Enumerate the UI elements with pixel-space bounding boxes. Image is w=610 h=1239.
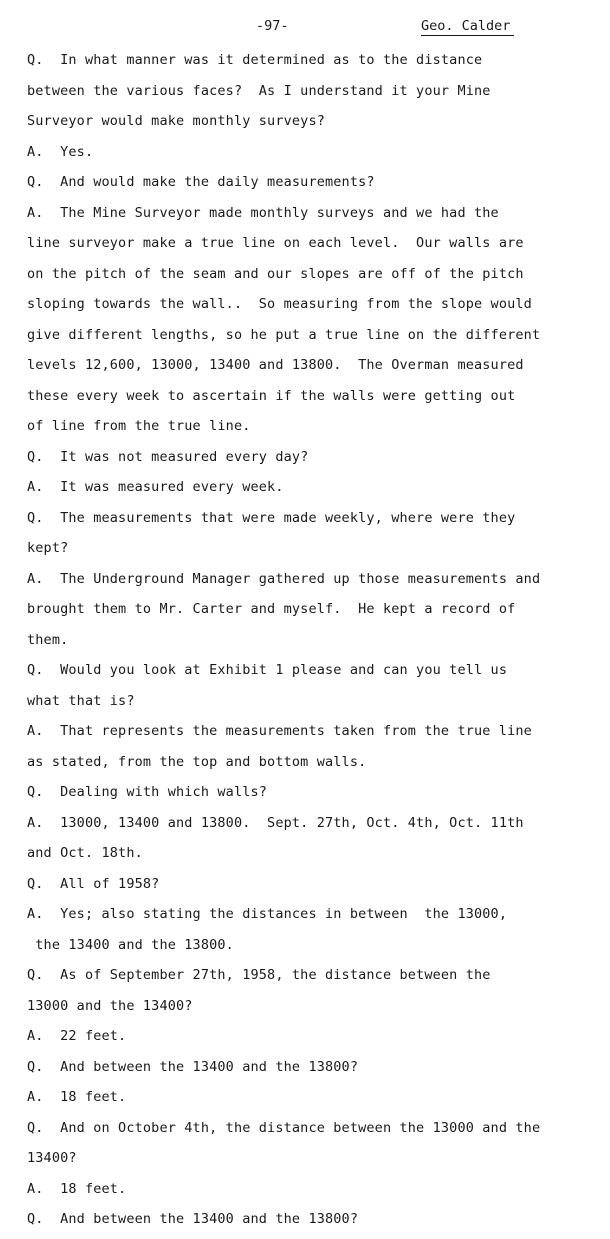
transcript-line: Q. And between the 13400 and the 13800? <box>27 1211 359 1227</box>
transcript-line: line surveyor make a true line on each level. Our walls are <box>27 235 524 251</box>
transcript-line: A. It was measured every week. <box>27 479 284 495</box>
transcript-line: and Oct. 18th. <box>27 845 143 861</box>
transcript-line: them. <box>27 631 69 648</box>
transcript-line: Surveyor would make monthly surveys? <box>27 113 325 129</box>
page-number: -97- <box>256 18 289 34</box>
transcript-line: Q. And would make the daily measurements? <box>27 174 375 190</box>
transcript-line: A. That represents the measurements taken from the true line <box>27 723 532 739</box>
transcript-line: sloping towards the wall.. So measuring from the slope would <box>27 296 532 312</box>
transcript-line: Q. As of September 27th, 1958, the distance between the <box>27 967 491 983</box>
transcript-line: A. The Underground Manager gathered up those measurements and <box>27 570 541 587</box>
transcript-line: A. Yes. <box>27 143 94 160</box>
transcript-line: Q. The measurements that were made weekly, where were they <box>27 509 516 526</box>
transcript-line: 13000 and the 13400? <box>27 997 193 1014</box>
transcript-line: Q. All of 1958? <box>27 875 160 892</box>
transcript-line: brought them to Mr. Carter and myself. He kept a record of <box>27 601 516 617</box>
transcript-line: A. 18 feet. <box>27 1089 127 1105</box>
transcript-line: Q. And between the 13400 and the 13800? <box>27 1058 359 1075</box>
transcript-line: Q. Dealing with which walls? <box>27 784 268 800</box>
transcript-line: A. Yes; also stating the distances in between the 13000, <box>27 906 508 922</box>
transcript-line: kept? <box>27 540 69 556</box>
transcript-line: the 13400 and the 13800. <box>27 936 234 953</box>
transcript-line: Q. In what manner was it determined as to the distance <box>27 52 483 68</box>
transcript-line: of line from the true line. <box>27 418 251 434</box>
transcript-line: between the various faces? As I understand it your Mine <box>27 82 491 99</box>
page-header <box>0 18 610 40</box>
transcript-line: Q. And on October 4th, the distance between the 13000 and the <box>27 1119 541 1136</box>
transcript-line: give different lengths, so he put a true line on the different <box>27 326 541 343</box>
transcript-body <box>27 49 597 1239</box>
transcript-line: A. The Mine Surveyor made monthly surveys and we had the <box>27 204 499 221</box>
transcript-line: Q. It was not measured every day? <box>27 448 309 465</box>
transcript-line: A. 13000, 13400 and 13800. Sept. 27th, Oct. 4th, Oct. 11th <box>27 814 524 831</box>
transcript-line: 13400? <box>27 1150 77 1166</box>
transcript-line: levels 12,600, 13000, 13400 and 13800. The Overman measured <box>27 357 524 373</box>
transcript-line: Q. Would you look at Exhibit 1 please and can you tell us <box>27 662 508 678</box>
transcript-line: what that is? <box>27 692 135 709</box>
transcript-line: A. 22 feet. <box>27 1028 127 1044</box>
witness-name: Geo. Calder <box>421 18 514 36</box>
transcript-line: A. 18 feet. <box>27 1180 127 1197</box>
transcript-line: these every week to ascertain if the walls were getting out <box>27 387 516 404</box>
transcript-line: as stated, from the top and bottom walls. <box>27 753 367 770</box>
transcript-line: on the pitch of the seam and our slopes are off of the pitch <box>27 265 524 282</box>
